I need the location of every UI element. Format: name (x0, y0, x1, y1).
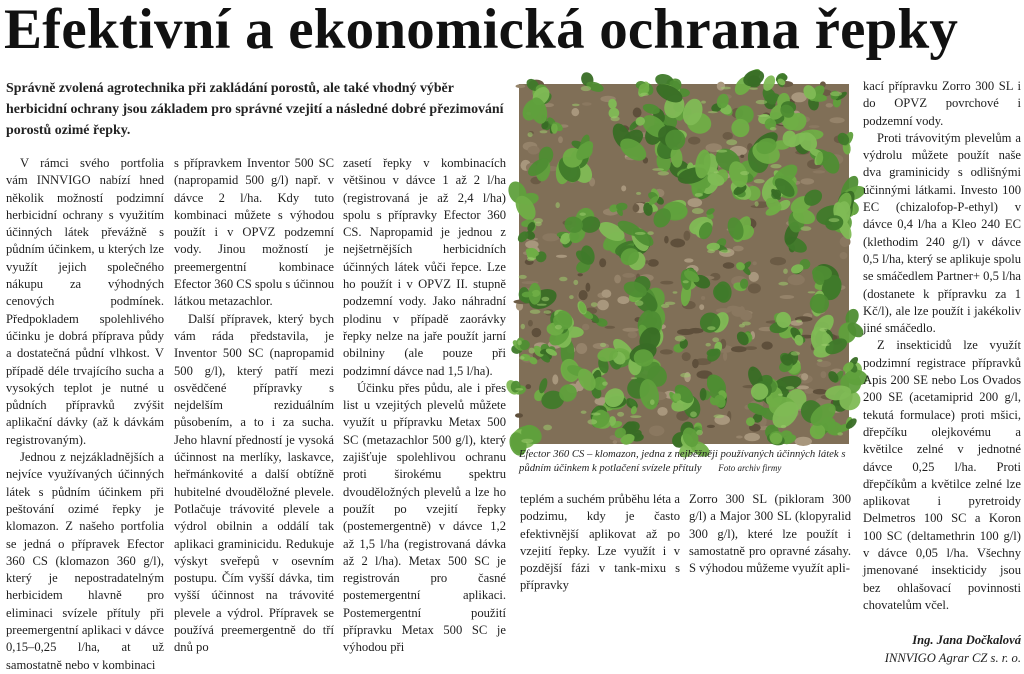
paragraph: s přípravkem Inventor 500 SC (napropamid 500 g/l) např. v dávce 2 l/ha. Kdy tuto kombinaci můžete s výhodou použít i v OPVZ podzemní vody. Jinou možností je preemergentní kombinace Efector 360 CS spolu s účinnou látkou metazachlor. (174, 156, 334, 309)
rapeseed-seedlings-image (519, 84, 849, 444)
text-column-6 (863, 78, 1021, 665)
text-column-3 (343, 155, 506, 655)
photo-credit: Foto archiv firmy (718, 462, 782, 473)
field-photo (519, 84, 849, 444)
text-column-1 (6, 155, 164, 672)
paragraph: Další přípravek, který bych vám ráda představila, je Inventor 500 SC (napropamid 500 g/l), který patří mezi osvědčené přípravky s nejdelším reziduálním působením, a to i za sucha. Jeho hlavní předností je vysoká účinnost na merlíky, laskavce, heřmánkovité a další obtížně hubitelné dvouděložné plevele. Potlačuje trávovité plevele a výdrol obilnin a oddálí tak aplikaci graminicidu. Redukuje výskyt sveřepů v osevním postupu. Čím vyšší dávka, tim vyšší účinnost na trávovité plevele a výdrol. Přípravek se používá preemergentně do tří dnů po (174, 311, 334, 655)
author-organization: INNVIGO Agrar CZ s. r. o. (884, 650, 1021, 665)
paragraph: kací přípravku Zorro 300 SL i do OPVZ povrchové i podzemní vody. (863, 79, 1021, 128)
article-lead: Správně zvolená agrotechnika při zakládání porostů, ale také vhodný výběr herbicidní ochrany jsou základem pro správné vzejití a následné dobré přezimování porostů ozimé řepky. (6, 81, 504, 138)
paragraph: Proti trávovitým plevelům a výdrolu můžete použít naše dva graminicidy s odlišnými účinnými látkami. Investo 100 EC (chizalofop-P-ethyl) v dávce 0,4 l/ha a Kleo 240 EC (klethodim 240 g/l) v dávce 0,5 l/ha, který se aplikuje spolu se smáčedlem Partner+ 0,5 l/ha (dostanete k přípravku za 1 Kč/l), ale lze použít i jakékoliv jiné smáčedlo. (863, 130, 1021, 336)
author-name: Ing. Jana Dočkalová (912, 633, 1021, 648)
paragraph: zasetí řepky v kombinacích většinou v dávce 1 až 2 l/ha (registrovaná je až 2,4 l/ha) spolu s přípravky Efector 360 CS. Napropamid je jednou z nejšetrnějších herbicidních účinných látek vůči řepce. Lze ho použít i v OPVZ II. stupně podzemní vody. Jako náhradní plodinu v případě zaorávky řepky nelze na jaře použít jarní obilniny (ale pouze při podzimní dávce nad 1,5 l/ha). (343, 156, 506, 378)
paragraph: Jednou z nejzákladnějších a nejvíce využívaných účinných látek s půdním účinkem při peštování ozimé řepky je klomazon. Z našeho portfolia se jedná o přípravek Efector 360 CS (klomazon 360 g/l), který je nepostradatelným herbicidem hlavně pro eliminaci svízele přítuly při preemergentní aplikaci v dávce 0,15–0,25 l/ha, at už samostatně nebo v kombinaci (6, 450, 164, 672)
paragraph: Účinku přes půdu, ale i přes list u vzejitých plevelů můžete využít u přípravku Metax 500 SC (metazachlor 500 g/l), který zajišťuje spolehlivou ochranu proti širokému spektru dvouděložných plevelů a lze ho použít po vzejití řepky (postemergentně) v dávce 1,2 až 1,5 l/ha (registrovaná dávka až 2 l/ha). Metax 500 SC je registrován pro časné postemergentní aplikaci. Postemergentní použití přípravku Metax 500 SC je výhodou při (343, 380, 506, 655)
text-column-4 (520, 491, 680, 593)
text-column-5 (689, 491, 851, 575)
paragraph: teplém a suchém průběhu léta a podzimu, kdy je často efektivnější aplikovat až po vzejití řepky. Lze využít i v pozdější fázi v tank-mixu s přípravky (520, 492, 680, 593)
paragraph: V rámci svého portfolia vám INNVIGO nabízí hned několik možností podzimní herbicidní ochrany s využitím účinných látek převážně s půdním účinkem, u kterých lze využít jejich společného nákupu za výhodných cenových podmínek. Předpokladem spolehlivého účinku je dobrá příprava půdy a dostatečná půdní vlhkost. V případě déle trvajícího sucha a vysokých teplot je nutné u půdních přípravků zvýšit aplikační dávky (až k dávkám registrovaným). (6, 156, 164, 447)
photo-caption (519, 448, 849, 475)
paragraph: Z insekticidů lze využít podzimní registrace přípravků Apis 200 SE nebo Los Ovados 200 SE (acetamiprid 200 g/l, tekutá formulace) proti mšici, dřepčíku olejkovému a květilce zelné v jednotné dávce 0,25 l/ha. Proti dřepčíkům a květilce zelné lze aplikovat i pyretroidy Delmetros 100 SC a Koron 100 SC (deltamethrin 100 g/l) v dávce 0,05 l/ha. Všechny jmenované insekticidy jsou bez ohlašovací povinnosti chovatelům včel. (863, 338, 1021, 612)
caption-text: Efector 360 CS – klomazon, jedna z nejběžněji používaných účinných látek s půdním účinkem k potlačení svízele přítuly (519, 448, 846, 474)
text-column-2 (174, 155, 334, 655)
article-title: Efektivní a ekonomická ochrana řepky (4, 0, 959, 61)
paragraph: Zorro 300 SL (pikloram 300 g/l) a Major 300 SL (klopyralid 300 g/l), které lze použít i samostatně pro opravné zásahy. S výhodou můžeme využít apli- (689, 492, 851, 576)
